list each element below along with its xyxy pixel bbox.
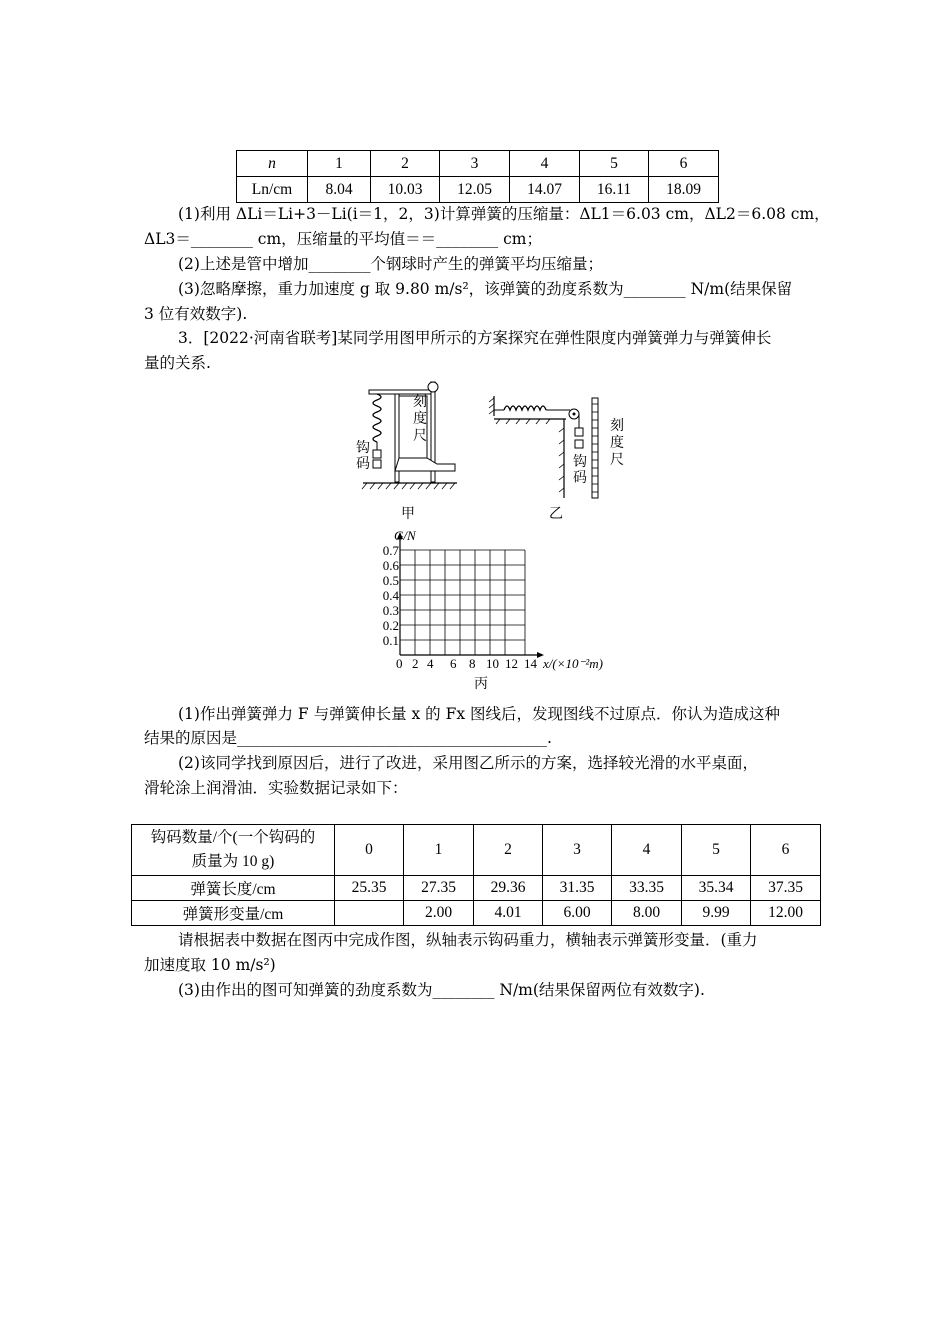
spring-length-table [236, 150, 719, 203]
table-cell: 35.34 [682, 876, 751, 901]
table-cell: 4.01 [474, 901, 543, 926]
question-3-part-3: (3)由作出的图可知弹簧的劲度系数为________ N/m(结果保留两位有效数字). [178, 981, 705, 999]
figure-jia-scale-label: 刻度尺 [413, 394, 427, 444]
table-cell: 5 [580, 151, 649, 177]
header-label-line: 质量为 10 g) [191, 853, 275, 870]
table-cell: 3 [543, 825, 612, 876]
figure-bing-x-tick-8: 8 [469, 656, 476, 671]
figure-bing-x-tick-10: 10 [486, 656, 499, 671]
table-cell: 12.00 [751, 901, 821, 926]
table-row-label: Ln/cm [237, 177, 308, 203]
question-2-part-2: (2)上述是管中增加________个钢球时产生的弹簧平均压缩量； [178, 255, 603, 273]
table-row [132, 901, 821, 926]
table-header-cell [132, 825, 335, 876]
table-cell: 6.00 [543, 901, 612, 926]
table-cell: 4 [510, 151, 580, 177]
y-axis-label-text: G/N [394, 528, 416, 543]
question-3-part-2-line-2: 滑轮涂上润滑油．实验数据记录如下： [144, 779, 408, 797]
header-label: n [268, 154, 276, 172]
figure-jia-weight-label: 钩码 [356, 440, 370, 472]
figure-jia-caption: 甲 [401, 506, 415, 522]
table-header-cell [237, 151, 308, 177]
table-cell [335, 901, 404, 926]
question-3-part-2-line-1: (2)该同学找到原因后，进行了改进，采用图乙所示的方案，选择较光滑的水平桌面， [178, 754, 758, 772]
question-3-after-table-line-1: 请根据表中数据在图丙中完成作图，纵轴表示钩码重力，横轴表示弹簧形变量．(重力 [178, 931, 758, 949]
question-3-after-table-line-2: 加速度取 10 m/s²) [144, 956, 276, 974]
figure-bing-x-tick-14: 14 [524, 656, 537, 671]
figure-yi-caption: 乙 [549, 506, 563, 522]
question-3-part-1-line-2: 结果的原因是________________________________________. [144, 729, 552, 747]
y-tick: 0.7 [382, 543, 399, 558]
question-2-part-3-line-2: 3 位有效数字). [144, 305, 248, 323]
x-axis-label-text: x/(×10⁻²m) [543, 656, 603, 671]
figure-yi-weight-label: 钩码 [573, 454, 587, 486]
table-cell: 6 [649, 151, 719, 177]
question-3-part-1-line-1: (1)作出弹簧弹力 F 与弹簧伸长量 x 的 Fx 图线后，发现图线不过原点．你认为造成这种 [178, 705, 781, 723]
y-tick: 0.4 [382, 588, 399, 603]
question-2-part-3-line-1: (3)忽略摩擦，重力加速度 g 取 9.80 m/s²，该弹簧的劲度系数为________ N/m(结果保留 [178, 280, 793, 298]
table-cell: 0 [335, 825, 404, 876]
table-cell: 5 [682, 825, 751, 876]
table-row [237, 177, 719, 203]
table-cell: 10.03 [371, 177, 440, 203]
table-cell: 8.04 [308, 177, 371, 203]
table-cell: 6 [751, 825, 821, 876]
figure-bing-x-tick-2: 2 [412, 656, 419, 671]
table-cell: 8.00 [612, 901, 682, 926]
table-cell: 14.07 [510, 177, 580, 203]
table-cell: 18.09 [649, 177, 719, 203]
y-tick: 0.6 [382, 558, 399, 573]
question-2-part-1-line-1: (1)利用 ΔLi＝Li+3－Li(i＝1，2，3)计算弹簧的压缩量：ΔL1＝6.03 cm，ΔL2＝6.08 cm， [178, 205, 830, 223]
table-cell: 16.11 [580, 177, 649, 203]
table-cell: 29.36 [474, 876, 543, 901]
table-cell: 27.35 [404, 876, 474, 901]
figure-yi-apparatus [488, 388, 613, 503]
y-tick: 0.3 [382, 603, 399, 618]
figure-bing-caption: 丙 [474, 676, 488, 692]
table-cell: 25.35 [335, 876, 404, 901]
figure-bing-x-tick-12: 12 [505, 656, 518, 671]
table-row-label: 弹簧形变量/cm [132, 901, 335, 926]
figure-bing-x-axis-label [543, 656, 603, 672]
table-cell: 33.35 [612, 876, 682, 901]
table-cell: 2 [474, 825, 543, 876]
table-cell: 2 [371, 151, 440, 177]
figure-bing-y-axis-label [394, 528, 416, 544]
table-cell: 12.05 [440, 177, 510, 203]
figure-bing-x-tick-4: 4 [427, 656, 434, 671]
question-3-intro-line-2: 量的关系. [144, 354, 211, 372]
table-cell: 37.35 [751, 876, 821, 901]
question-2-part-1-line-2: ΔL3＝________ cm，压缩量的平均值＝＝________ cm； [144, 230, 542, 248]
table-cell: 9.99 [682, 901, 751, 926]
table-row [237, 151, 719, 177]
question-3-intro-line-1: 3．[2022·河南省联考]某同学用图甲所示的方案探究在弹性限度内弹簧弹力与弹簧伸长 [178, 329, 772, 347]
table-cell: 2.00 [404, 901, 474, 926]
figure-yi-scale-label: 刻度尺 [610, 418, 624, 468]
y-tick: 0.5 [382, 573, 399, 588]
table-cell: 1 [308, 151, 371, 177]
figure-bing-y-ticks [377, 543, 399, 648]
table-row-label: 弹簧长度/cm [132, 876, 335, 901]
table-row [132, 825, 821, 876]
table-row [132, 876, 821, 901]
table-cell: 1 [404, 825, 474, 876]
table-cell: 4 [612, 825, 682, 876]
figure-bing-x-tick-0: 0 [396, 656, 403, 671]
table-cell: 31.35 [543, 876, 612, 901]
weight-data-table [131, 824, 821, 926]
table-cell: 3 [440, 151, 510, 177]
y-tick: 0.1 [382, 633, 399, 648]
header-label-line: 钩码数量/个(一个钩码的 [150, 829, 316, 846]
figure-jia-apparatus [355, 378, 465, 490]
figure-bing-x-tick-6: 6 [450, 656, 457, 671]
y-tick: 0.2 [382, 618, 399, 633]
